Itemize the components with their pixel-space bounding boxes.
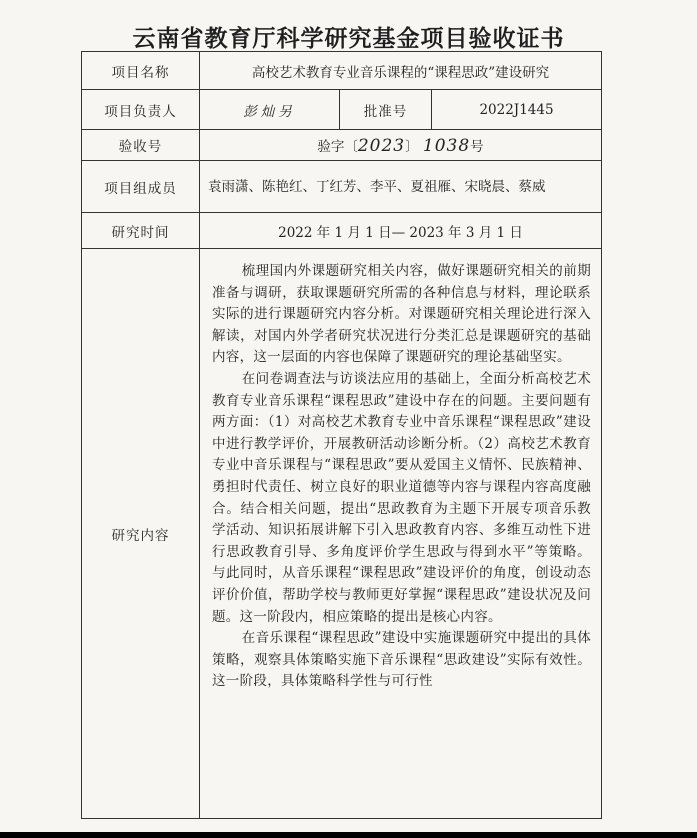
certificate-table (81, 51, 602, 819)
leader-label: 项目负责人 (82, 90, 200, 130)
acceptance-prefix: 验字〔 (317, 138, 358, 155)
acceptance-label: 验收号 (82, 130, 200, 161)
members-value: 袁雨潇、陈艳红、丁红芳、李平、夏祖雁、宋晓晨、蔡威 (200, 161, 602, 213)
row-period (82, 213, 602, 249)
row-leader (82, 90, 602, 130)
content-paragraph-1: 梳理国内外课题研究相关内容，做好课题研究相关的前期准备与调研，获取课题研究所需的各种信息与材料，理论联系实际的进行课题研究内容分析。对课题研究相关理论进行深入解读，对国内外学者研究状况进行分类汇总是课题研究的基础内容，这一层面的内容也保障了课题研究的理论基础坚实。 (212, 263, 591, 366)
content-label: 研究内容 (82, 249, 200, 819)
content-paragraph-2: 在问卷调查法与访谈法应用的基础上，全面分析高校艺术教育专业音乐课程“课程思政”建设中存在的问题。主要问题有两方面：（1）对高校艺术教育专业中音乐课程“课程思政”建设中进行教学评价，开展教研活动诊断分析。（2）高校艺术教育专业中音乐课程与“课程思政”要从爱国主义情怀、民族精神、勇担时代责任、树立良好的职业道德等内容与课程内容高度融合。结合相关问题，提出“思政教育为主题下开展专项音乐教学活动、知识拓展讲解下引入思政教育内容、多维互动性下进行思政教育引导、多角度评价学生思政与得到水平”等策略。与此同时，从音乐课程“课程思政”建设评价的角度，创设动态评价价值，帮助学校与教师更好掌握“课程思政”建设状况及问题。这一阶段内，相应策略的提出是核心内容。 (212, 370, 591, 625)
members-label: 项目组成员 (82, 161, 200, 213)
project-name-value: 高校艺术教育专业音乐课程的“课程思政”建设研究 (200, 52, 602, 90)
row-content (82, 249, 602, 819)
period-value: 2022 年 1 月 1 日— 2023 年 3 月 1 日 (200, 213, 602, 249)
page-bottom-edge (0, 832, 697, 838)
period-label: 研究时间 (82, 213, 200, 249)
leader-signature: 彭灿另 (200, 90, 340, 130)
acceptance-number: 1038 (422, 135, 471, 156)
acceptance-year: 2023 (357, 135, 406, 156)
row-project-name (82, 52, 602, 90)
acceptance-value (200, 130, 602, 161)
row-members (82, 161, 602, 213)
content-paragraph-3: 在音乐课程“课程思政”建设中实施课题研究中提出的具体策略，观察具体策略实施下音乐课程“思政建设”实际有效性。这一阶段，具体策略科学性与可行性 (212, 630, 591, 690)
document-title: 云南省教育厅科学研究基金项目验收证书 (132, 26, 565, 52)
acceptance-suffix: 号 (470, 138, 484, 155)
row-acceptance (82, 130, 602, 161)
acceptance-mid: 〕 (405, 138, 419, 155)
content-body (200, 249, 602, 819)
project-name-label: 项目名称 (82, 52, 200, 90)
approval-number: 2022J1445 (432, 90, 602, 130)
approval-label: 批准号 (340, 90, 432, 130)
